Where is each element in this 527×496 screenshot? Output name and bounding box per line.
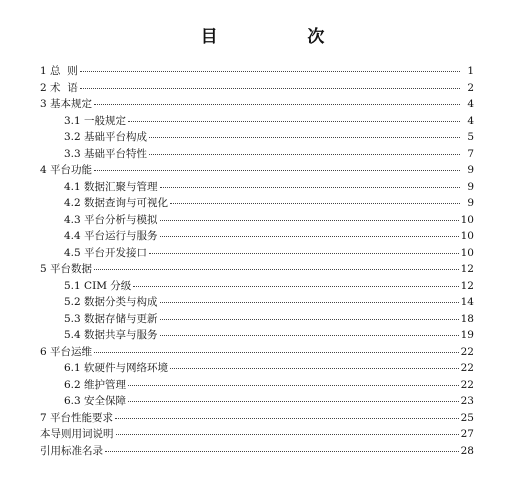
toc-dot-leader xyxy=(160,318,459,320)
toc-entry-label: 6.3 安全保障 xyxy=(64,395,127,407)
toc-dot-leader xyxy=(149,252,459,254)
toc-entry-page-number: 28 xyxy=(460,444,474,457)
toc-entry-label: 引用标准名录 xyxy=(40,444,103,457)
toc-entry-page-number: 25 xyxy=(460,411,474,424)
toc-entry-label: 4.4 平台运行与服务 xyxy=(64,230,158,242)
toc-entry-section[interactable] xyxy=(40,377,474,394)
toc-entry-chapter[interactable] xyxy=(40,410,474,427)
toc-dot-leader xyxy=(160,334,459,336)
toc-entry-label: 4.2 数据查询与可视化 xyxy=(64,197,169,209)
toc-entry-page-number: 9 xyxy=(467,180,474,193)
toc-entry-label: 3.3 基础平台特性 xyxy=(64,147,148,160)
toc-entry-label: 3 基本规定 xyxy=(40,98,93,110)
toc-dot-leader xyxy=(170,202,460,204)
toc-dot-leader xyxy=(160,219,459,221)
toc-dot-leader xyxy=(115,417,459,419)
toc-entry-section[interactable] xyxy=(40,294,474,311)
toc-entry-page-number: 10 xyxy=(460,230,474,242)
toc-entry-section[interactable] xyxy=(40,129,474,146)
toc-entry-section[interactable] xyxy=(40,179,474,196)
toc-entry-page-number: 18 xyxy=(460,312,474,325)
toc-dot-leader xyxy=(94,351,459,353)
toc-entry-page-number: 2 xyxy=(467,81,474,94)
toc-entry-page-number: 19 xyxy=(460,329,474,341)
toc-entry-label: 4.5 平台开发接口 xyxy=(64,246,148,259)
toc-entry-label: 6 平台运维 xyxy=(40,345,93,358)
toc-entry-label: 5.4 数据共享与服务 xyxy=(64,329,158,341)
toc-entry-label: 5 平台数据 xyxy=(40,263,93,275)
toc-dot-leader xyxy=(94,169,460,171)
toc-entry-label: 3.2 基础平台构成 xyxy=(64,131,148,143)
toc-entry-label: 6.1 软硬件与网络环境 xyxy=(64,362,169,374)
toc-dot-leader xyxy=(116,433,459,435)
toc-entry-page-number: 9 xyxy=(467,197,474,209)
toc-entry-section[interactable] xyxy=(40,327,474,344)
toc-entry-page-number: 5 xyxy=(467,131,474,143)
toc-entry-label: 7 平台性能要求 xyxy=(40,411,114,424)
toc-dot-leader xyxy=(80,70,460,72)
toc-dot-leader xyxy=(128,120,460,122)
toc-entry-label: 4 平台功能 xyxy=(40,164,93,176)
toc-dot-leader xyxy=(94,268,459,270)
toc-entry-label: 4.3 平台分析与模拟 xyxy=(64,213,158,226)
toc-dot-leader xyxy=(160,186,460,188)
toc-dot-leader xyxy=(105,450,459,452)
toc-entry-section[interactable] xyxy=(40,393,474,410)
toc-entry-page-number: 1 xyxy=(467,65,474,77)
toc-entry-page-number: 27 xyxy=(460,428,474,440)
toc-dot-leader xyxy=(160,301,459,303)
toc-entry-section[interactable] xyxy=(40,195,474,212)
toc-entry-chapter[interactable] xyxy=(40,344,474,361)
toc-entry-page-number: 7 xyxy=(467,147,474,160)
toc-entry-section[interactable] xyxy=(40,228,474,245)
toc-entry-label: 5.2 数据分类与构成 xyxy=(64,296,158,308)
toc-entry-label: 本导则用词说明 xyxy=(40,428,114,440)
toc-entry-page-number: 9 xyxy=(467,164,474,176)
toc-dot-leader xyxy=(149,153,460,155)
toc-dot-leader xyxy=(170,367,459,369)
toc-entry-label: 2 术 语 xyxy=(40,81,78,94)
toc-entry-label: 1 总 则 xyxy=(40,65,78,77)
toc-entry-label: 6.2 维护管理 xyxy=(64,378,127,391)
toc-entry-page-number: 22 xyxy=(460,345,474,358)
toc-entry-label: 5.3 数据存储与更新 xyxy=(64,312,158,325)
toc-entry-chapter[interactable] xyxy=(40,261,474,278)
toc-entry-page-number: 12 xyxy=(460,279,474,292)
toc-entry-chapter[interactable] xyxy=(40,80,474,97)
toc-entry-page-number: 14 xyxy=(460,296,474,308)
toc-entry-page-number: 10 xyxy=(460,213,474,226)
toc-entry-chapter[interactable] xyxy=(40,443,474,460)
toc-dot-leader xyxy=(149,136,460,138)
toc-entry-page-number: 22 xyxy=(460,378,474,391)
toc-entry-chapter[interactable] xyxy=(40,63,474,80)
toc-entry-page-number: 4 xyxy=(467,114,474,127)
toc-entry-label: 5.1 CIM 分级 xyxy=(64,279,132,292)
toc-entry-chapter[interactable] xyxy=(40,96,474,113)
toc-entry-label: 4.1 数据汇聚与管理 xyxy=(64,180,158,193)
toc-entry-page-number: 22 xyxy=(460,362,474,374)
toc-dot-leader xyxy=(160,235,459,237)
toc-entry-section[interactable] xyxy=(40,311,474,328)
toc-entry-section[interactable] xyxy=(40,278,474,295)
toc-entry-section[interactable] xyxy=(40,212,474,229)
toc-dot-leader xyxy=(133,285,458,287)
toc-entry-chapter[interactable] xyxy=(40,426,474,443)
toc-dot-leader xyxy=(94,103,460,105)
toc-entry-section[interactable] xyxy=(40,245,474,262)
toc-entry-section[interactable] xyxy=(40,360,474,377)
toc-dot-leader xyxy=(128,384,459,386)
toc-title: 目 次 xyxy=(200,27,327,47)
toc-entry-label: 3.1 一般规定 xyxy=(64,114,127,127)
toc-entry-section[interactable] xyxy=(40,146,474,163)
toc-entry-page-number: 12 xyxy=(460,263,474,275)
toc-dot-leader xyxy=(80,87,460,89)
toc-entry-section[interactable] xyxy=(40,113,474,130)
toc-entry-page-number: 10 xyxy=(460,246,474,259)
toc-entry-chapter[interactable] xyxy=(40,162,474,179)
toc-list xyxy=(40,63,474,459)
toc-entry-page-number: 4 xyxy=(467,98,474,110)
toc-entry-page-number: 23 xyxy=(460,395,474,407)
toc-dot-leader xyxy=(128,400,459,402)
